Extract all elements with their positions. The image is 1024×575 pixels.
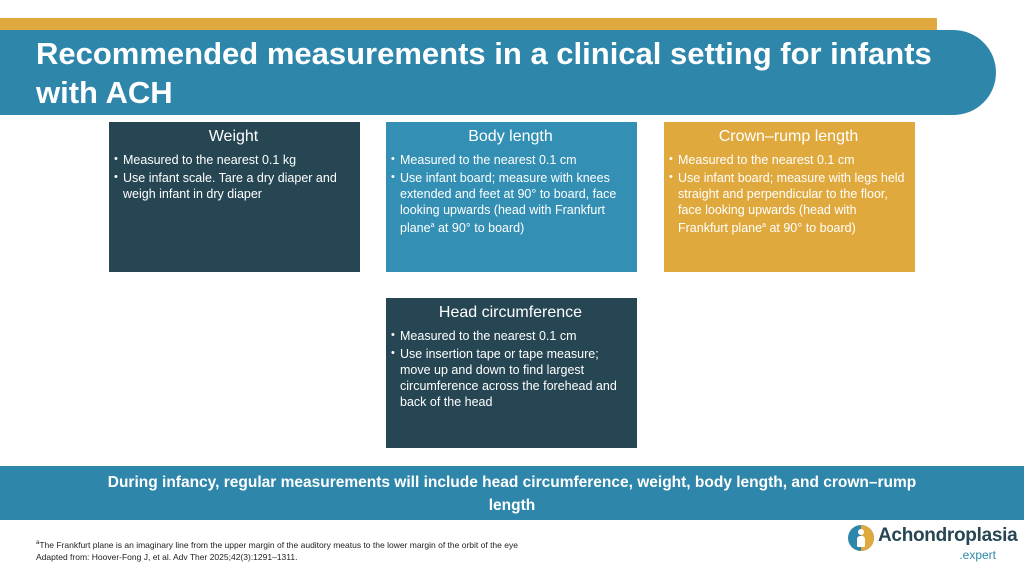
bullet-text: Use infant board; measure with legs held straight and perpendicular to the floor, face looking upwards (head with Frankfurt plane: [678, 171, 905, 236]
list-item: • Measured to the nearest 0.1 cm: [668, 152, 909, 168]
list-item: • Use infant scale. Tare a dry diaper and weigh infant in dry diaper: [113, 170, 354, 202]
list-item: • Measured to the nearest 0.1 cm: [390, 328, 631, 344]
card-title: Head circumference: [438, 304, 583, 321]
card-body-length: [386, 122, 637, 272]
card-head-circumference: [386, 298, 637, 448]
list-item: • Measured to the nearest 0.1 kg: [113, 152, 354, 168]
card-weight: [109, 122, 360, 272]
footnote: [36, 537, 756, 563]
list-item: • Measured to the nearest 0.1 cm: [390, 152, 631, 168]
card-crown-rump-length: [664, 122, 915, 272]
footnote-marker: a: [36, 540, 40, 546]
list-item: [390, 170, 631, 236]
card-title: Crown–rump length: [718, 128, 859, 145]
slide-title: Recommended measurements in a clinical setting for infants with ACH: [36, 36, 932, 110]
brand-logo: [848, 523, 1018, 565]
card-title: Body length: [468, 128, 553, 145]
list-item: • Use insertion tape or tape measure; move up and down to find largest circumference across the forehead and back of the head: [390, 346, 631, 410]
footnote-marker: a: [430, 222, 435, 229]
source-citation: Adapted from: Hoover-Fong J, et al. Adv Ther 2025;42(3):1291–1311.: [36, 551, 298, 562]
summary-text: During infancy, regular measurements will include head circumference, weight, body length, and crown–rump length: [107, 474, 917, 514]
bullet-list: [390, 328, 631, 410]
footnote-body: The Frankfurt plane is an imaginary line from the upper margin of the auditory meatus to the lower margin of the orbit of the eye: [39, 539, 518, 550]
card-title: Weight: [208, 128, 259, 145]
bullet-text-tail: at 90° to board): [765, 221, 856, 236]
bullet-text: Use infant board; measure with knees extended and feet at 90° to board, face looking upwards (head with Frankfurt plane: [400, 171, 617, 236]
logo-subtext: .expert: [959, 548, 996, 562]
list-item: [668, 170, 909, 236]
bullet-list: [113, 152, 354, 202]
bullet-list: [390, 152, 631, 236]
person-icon: [848, 525, 874, 551]
bullet-list: [668, 152, 909, 236]
footnote-text: [36, 537, 756, 551]
logo-name: Achondroplasia: [878, 525, 1018, 546]
bullet-text-tail: at 90° to board): [434, 221, 525, 236]
footnote-marker: a: [762, 222, 766, 229]
